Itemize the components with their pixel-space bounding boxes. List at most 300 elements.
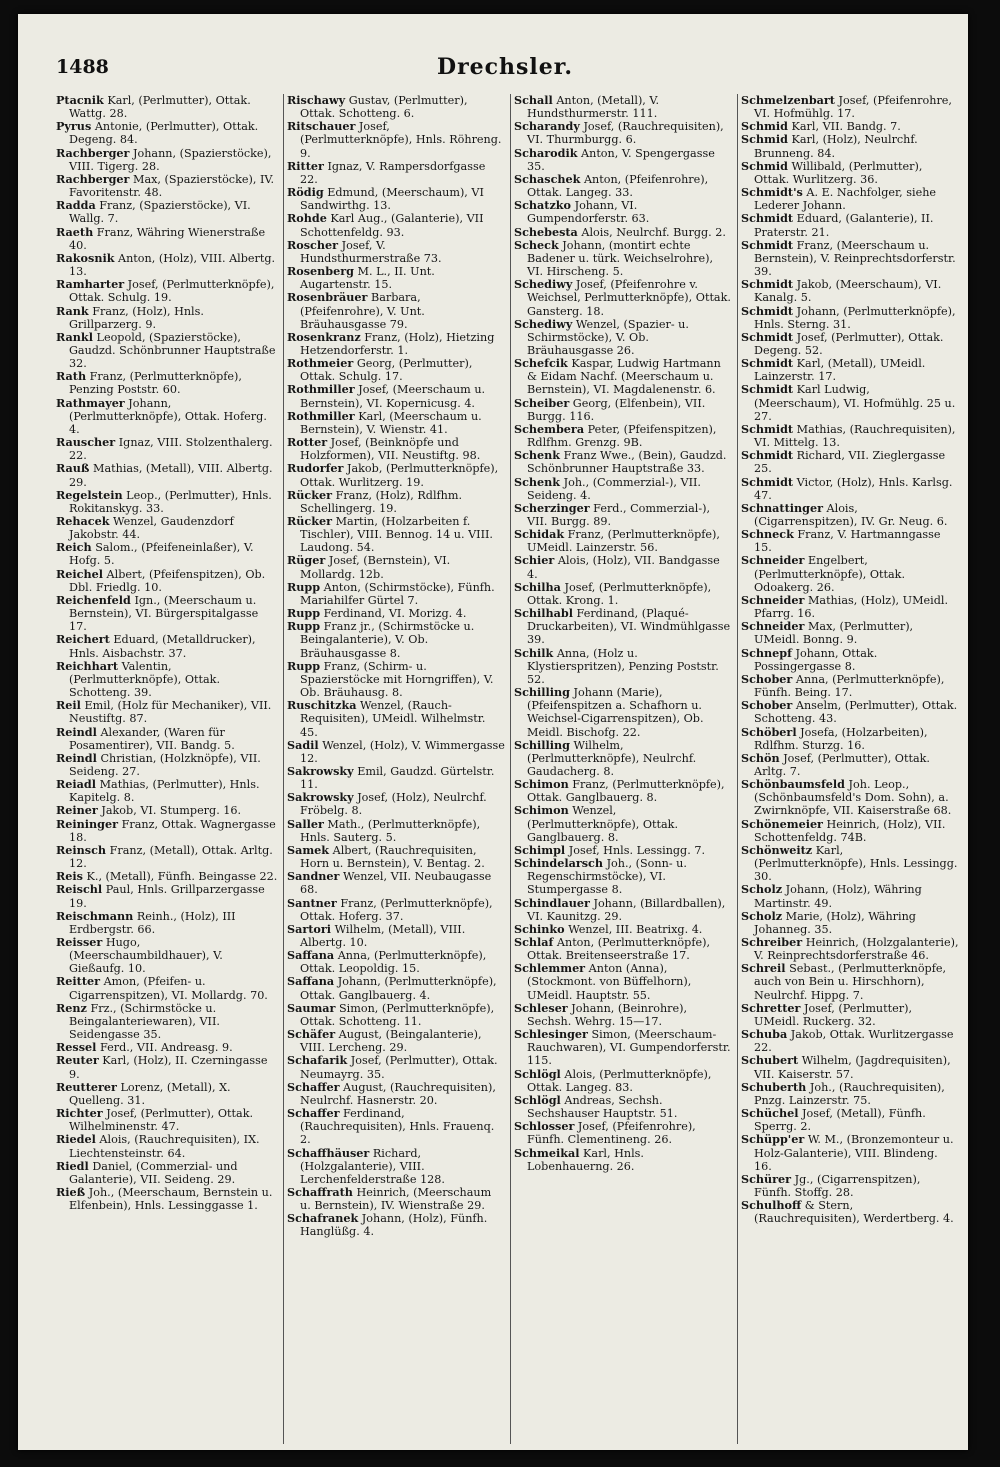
entry-details: Franz, (Metall), Ottak. Arltg. 12. <box>69 843 273 871</box>
entry-name: Rohde <box>287 211 327 226</box>
entry-name: Schenk <box>514 448 561 463</box>
entry-name: Schimpl <box>514 842 566 857</box>
entry-details: Eduard, (Galanterie), II. Praterstr. 21. <box>754 212 934 239</box>
directory-entry <box>56 1054 278 1080</box>
entry-details: Johann, (Beinrohre), Sechsh. Wehrg. 15—17. <box>527 1001 688 1028</box>
directory-entry <box>741 1054 959 1080</box>
entry-name: Schulhoff <box>741 1198 802 1213</box>
directory-columns <box>56 94 966 1444</box>
entry-details: Richard, VII. Zieglergasse 25. <box>754 449 946 476</box>
directory-entry <box>287 489 505 515</box>
entry-name: Schier <box>514 553 555 568</box>
entry-details: Karl, (Metall), UMeidl. Lainzerstr. 17. <box>754 357 926 384</box>
entry-details: Jakob, Ottak. Wurlitzergasse 22. <box>754 1028 954 1055</box>
entry-details: Georg, (Elfenbein), VII. Burgg. 116. <box>527 396 706 423</box>
directory-entry <box>514 528 732 554</box>
entry-name: Schmidt <box>741 211 794 226</box>
entry-name: Reischmann <box>56 908 134 923</box>
entry-name: Reichert <box>56 632 110 647</box>
directory-entry <box>741 449 959 475</box>
entry-details: Mathias, (Rauchrequisiten), VI. Mittelg. 13. <box>754 422 956 450</box>
directory-entry <box>287 1081 505 1107</box>
directory-entry <box>741 239 959 278</box>
entry-details: Anna, (Perlmutterknöpfe), Fünfh. Being. 17. <box>754 672 945 700</box>
directory-entry <box>741 699 959 725</box>
entry-name: Schmidt <box>741 421 794 436</box>
directory-entry <box>287 739 505 765</box>
entry-name: Saller <box>287 816 324 831</box>
entry-name: Schmidt <box>741 356 794 371</box>
directory-entry <box>56 489 278 515</box>
entry-details: Josef, Hnls. Lessingg. 7. <box>568 843 706 857</box>
entry-name: Schneider <box>741 553 805 568</box>
entry-name: Scheck <box>514 237 559 252</box>
directory-entry <box>514 173 732 199</box>
entry-name: Reiner <box>56 803 98 818</box>
entry-details: Richard, (Holzgalanterie), VIII. Lerchenfelderstraße 128. <box>300 1146 445 1186</box>
directory-entry <box>287 120 505 159</box>
entry-details: Anton, V. Spengergasse 35. <box>527 146 715 173</box>
entry-details: Josef, (Pfeifenrohre v. Weichsel, Perlmutterknöpfe), Ottak. Gansterg. 18. <box>527 278 731 318</box>
entry-name: Schilling <box>514 685 570 700</box>
entry-details: Josef, (Pfeifenrohre), Fünfh. Clementineng. 26. <box>527 1120 696 1147</box>
entry-details: Anton (Anna), (Stockmont. von Büffelhorn), UMeidl. Hauptstr. 55. <box>527 962 692 1002</box>
directory-entry <box>514 897 732 923</box>
entry-details: Joh. Leop., (Schönbaumsfeld's Dom. Sohn), a. Zwirnknöpfe, VII. Kaiserstraße 68. <box>754 778 952 818</box>
entry-name: Rieß <box>56 1184 86 1199</box>
entry-name: Riedl <box>56 1158 89 1173</box>
entry-name: Regelstein <box>56 487 123 502</box>
directory-entry <box>741 133 959 159</box>
directory-entry <box>287 410 505 436</box>
directory-entry <box>56 436 278 462</box>
entry-name: Reutterer <box>56 1079 117 1094</box>
directory-entry <box>287 94 505 120</box>
directory-entry <box>514 1002 732 1028</box>
directory-entry <box>56 1133 278 1159</box>
entry-name: Reichenfeld <box>56 592 131 607</box>
entry-name: Rauscher <box>56 435 116 450</box>
entry-details: Jg., (Cigarrenspitzen), Fünfh. Stoffg. 28. <box>754 1172 921 1199</box>
entry-name: Schmid <box>741 119 788 134</box>
entry-details: Amon, (Pfeifen- u. Cigarrenspitzen), VI. Mollardg. 70. <box>69 975 268 1002</box>
directory-entry <box>741 1173 959 1199</box>
directory-entry <box>56 910 278 936</box>
entry-details: Ign., (Meerschaum u. Bernstein), VI. Bürgerspitalgasse 17. <box>69 593 259 634</box>
entry-name: Sadil <box>287 737 319 752</box>
entry-details: Alois, (Cigarrenspitzen), IV. Gr. Neug. 6. <box>754 501 948 528</box>
entry-details: Mathias, (Perlmutter), Hnls. Kapitelg. 8. <box>69 778 260 805</box>
entry-details: Johann, (Perlmutterknöpfe), Hnls. Sterng. 31. <box>754 304 956 331</box>
entry-name: Schuberth <box>741 1079 807 1094</box>
entry-name: Schaffer <box>287 1079 340 1094</box>
directory-entry <box>741 883 959 909</box>
directory-entry <box>287 186 505 212</box>
entry-details: Franz, (Perlmutterknöpfe), Penzing Poststr. 60. <box>69 370 242 397</box>
entry-details: Wilhelm, (Perlmutterknöpfe), Neulrchf. Gaudacherg. 8. <box>527 738 697 778</box>
entry-details: Franz Wwe., (Bein), Gaudzd. Schönbrunner Hauptstraße 33. <box>527 449 727 476</box>
entry-name: Scharandy <box>514 119 580 134</box>
entry-name: Reindl <box>56 750 97 765</box>
directory-entry <box>287 331 505 357</box>
entry-name: Sakrowsky <box>287 790 354 805</box>
entry-details: Karl Ludwig, (Meerschaum), VI. Hofmühlg. 25 u. 27. <box>754 383 956 423</box>
directory-entry <box>56 515 278 541</box>
entry-details: Karl Aug., (Galanterie), VII Schottenfeldg. 93. <box>300 212 484 239</box>
entry-details: Franz, Währing Wienerstraße 40. <box>69 225 266 252</box>
directory-entry <box>287 699 505 738</box>
entry-details: Mathias, (Holz), UMeidl. Pfarrg. 16. <box>754 593 949 621</box>
entry-name: Schmidt's <box>741 185 803 200</box>
directory-entry <box>741 1028 959 1054</box>
entry-name: Schimon <box>514 777 569 792</box>
entry-details: & Stern, (Rauchrequisiten), Werdertberg. 4. <box>754 1199 954 1226</box>
directory-entry <box>56 1081 278 1107</box>
entry-name: Reininger <box>56 816 119 831</box>
entry-details: Alois, (Rauchrequisiten), IX. Liechtensteinstr. 64. <box>69 1133 260 1160</box>
entry-details: Gustav, (Perlmutter), Ottak. Schotteng. 6. <box>300 94 468 121</box>
entry-details: Alois, (Holz), VII. Bandgasse 4. <box>527 554 720 581</box>
entry-name: Ptacnik <box>56 94 104 107</box>
directory-entry <box>287 844 505 870</box>
directory-entry <box>514 120 732 146</box>
entry-details: Joh., (Sonn- u. Regenschirmstöcke), VI. Stumpergasse 8. <box>527 857 687 897</box>
entry-name: Rothmeier <box>287 356 354 371</box>
entry-details: Lorenz, (Metall), X. Quelleng. 31. <box>69 1080 231 1107</box>
entry-details: Franz, (Holz), Hietzing Hetzendorferstr. 1. <box>300 330 495 357</box>
entry-name: Schönbaumsfeld <box>741 777 845 792</box>
entry-name: Schöberl <box>741 724 797 739</box>
directory-entry <box>287 515 505 554</box>
entry-details: Heinrich, (Meerschaum u. Bernstein), IV. Wienstraße 29. <box>300 1185 492 1213</box>
directory-entry <box>514 936 732 962</box>
entry-details: Josef, (Bernstein), VI. Mollardg. 12b. <box>300 554 451 581</box>
directory-entry <box>741 726 959 752</box>
entry-name: Schilha <box>514 579 561 594</box>
directory-entry <box>741 423 959 449</box>
directory-entry <box>514 278 732 317</box>
entry-details: Joh., (Meerschaum, Bernstein u. Elfenbein), Hnls. Lessinggasse 1. <box>69 1185 273 1213</box>
entry-details: Karl, Hnls. Lobenhauerng. 26. <box>527 1146 644 1173</box>
entry-details: Eduard, (Metalldrucker), Hnls. Aisbachstr. 37. <box>69 633 256 660</box>
entry-details: Josef, (Holz), Neulrchf. Fröbelg. 8. <box>300 791 487 818</box>
entry-details: Franz, (Spazierstöcke), VI. Wallg. 7. <box>69 199 251 226</box>
entry-name: Schenk <box>514 474 561 489</box>
entry-details: Johann (Marie), (Pfeifenspitzen a. Schafhorn u. Weichsel-Cigarrenspitzen), Ob. Meidl. Bischofg. 22. <box>527 686 704 739</box>
directory-entry <box>741 1081 959 1107</box>
entry-details: Karl, (Holz), Neulrchf. Brunneng. 84. <box>754 133 918 160</box>
entry-name: Schreiber <box>741 935 803 949</box>
column-1 <box>56 94 283 1444</box>
directory-entry <box>56 844 278 870</box>
entry-details: Leopold, (Spazierstöcke), Gaudzd. Schönbrunner Hauptstraße 32. <box>69 330 276 371</box>
entry-name: Reil <box>56 698 81 713</box>
directory-entry <box>56 94 278 120</box>
directory-entry <box>56 462 278 488</box>
entry-details: Anna, (Perlmutterknöpfe), Ottak. Leopoldig. 15. <box>300 949 487 976</box>
entry-details: Jakob, (Meerschaum), VI. Kanalg. 5. <box>754 278 942 305</box>
entry-details: Ferdinand, VI. Morizg. 4. <box>323 607 467 621</box>
entry-details: Salom., (Pfeifeneinlaßer), V. Hofg. 5. <box>69 541 254 568</box>
entry-name: Ressel <box>56 1040 97 1055</box>
entry-name: Ritschauer <box>287 119 356 134</box>
directory-entry <box>287 265 505 291</box>
directory-entry <box>287 923 505 949</box>
entry-name: Schlögl <box>514 1066 561 1081</box>
directory-entry <box>741 528 959 554</box>
entry-details: Josef, (Perlmutter), Ottak. Wilhelminenstr. 47. <box>69 1107 254 1134</box>
entry-name: Schmidt <box>741 277 794 292</box>
entry-name: Sakrowsky <box>287 763 354 778</box>
entry-details: Ferd., VII. Andreasg. 9. <box>99 1041 233 1055</box>
directory-entry <box>56 278 278 304</box>
entry-details: Karl, VII. Bandg. 7. <box>791 120 901 134</box>
directory-entry <box>514 686 732 739</box>
entry-details: Josef, (Perlmutterknöpfe), Ottak. Krong. 1. <box>527 580 712 607</box>
directory-entry <box>56 752 278 778</box>
directory-entry <box>56 568 278 594</box>
directory-entry <box>56 778 278 804</box>
entry-details: Josef, (Metall), Fünfh. Sperrg. 2. <box>754 1107 926 1134</box>
entry-name: Reuter <box>56 1053 99 1068</box>
entry-details: Josef, (Perlmutterknöpfe), Ottak. Schulg. 19. <box>69 278 275 305</box>
entry-name: Schönemeier <box>741 816 823 831</box>
directory-entry <box>287 462 505 488</box>
directory-entry <box>741 594 959 620</box>
entry-details: Paul, Hnls. Grillparzergasse 19. <box>69 883 265 910</box>
entry-details: Albert, (Rauchrequisiten, Horn u. Bernstein), V. Bentag. 2. <box>300 843 485 871</box>
directory-entry <box>514 502 732 528</box>
entry-details: K., (Metall), Fünfh. Beingasse 22. <box>86 870 278 884</box>
entry-name: Richter <box>56 1106 103 1121</box>
directory-entry <box>56 331 278 370</box>
entry-name: Schaffhäuser <box>287 1145 370 1160</box>
directory-entry <box>287 870 505 896</box>
entry-name: Rachberger <box>56 145 130 160</box>
entry-name: Schlemmer <box>514 961 586 976</box>
entry-details: M. L., II. Unt. Augartenstr. 15. <box>300 265 435 292</box>
directory-entry <box>56 975 278 1001</box>
entry-name: Reischl <box>56 882 103 897</box>
directory-entry <box>514 318 732 357</box>
entry-name: Scholz <box>741 882 783 897</box>
entry-details: Jakob, VI. Stumperg. 16. <box>101 804 242 818</box>
entry-name: Schneider <box>741 592 805 607</box>
entry-details: Ignaz, VIII. Stolzenthalerg. 22. <box>69 436 273 463</box>
entry-details: Wenzel, (Spazier- u. Schirmstöcke), V. Ob. Bräuhausgasse 26. <box>527 317 689 357</box>
directory-entry <box>741 1133 959 1172</box>
directory-entry <box>56 699 278 725</box>
directory-entry <box>287 1054 505 1080</box>
directory-entry <box>287 949 505 975</box>
entry-name: Reiadl <box>56 777 96 792</box>
entry-details: Reinh., (Holz), III Erdbergstr. 66. <box>69 909 236 936</box>
entry-name: Schlosser <box>514 1119 575 1134</box>
directory-entry <box>741 502 959 528</box>
entry-details: Antonie, (Perlmutter), Ottak. Degeng. 84. <box>69 120 259 147</box>
entry-name: Schleser <box>514 1000 568 1015</box>
directory-entry <box>287 620 505 659</box>
entry-details: Johann, VI. Gumpendorferstr. 63. <box>527 199 650 226</box>
entry-name: Radda <box>56 198 96 213</box>
entry-name: Ritter <box>287 158 324 173</box>
entry-name: Rosenbräuer <box>287 290 368 305</box>
entry-details: Josefa, (Holzarbeiten), Rdlfhm. Sturzg. 16. <box>754 725 928 752</box>
entry-name: Schinko <box>514 921 565 936</box>
directory-entry <box>741 160 959 186</box>
page-number: 1488 <box>56 56 109 78</box>
entry-details: Wenzel, (Rauch-Requisiten), UMeidl. Wilhelmstr. 45. <box>300 699 486 739</box>
directory-entry <box>741 357 959 383</box>
directory-entry <box>287 383 505 409</box>
directory-entry <box>56 1186 278 1212</box>
entry-name: Reindl <box>56 724 97 739</box>
entry-details: Valentin, (Perlmutterknöpfe), Ottak. Schotteng. 39. <box>69 659 220 700</box>
directory-entry <box>741 331 959 357</box>
directory-entry <box>741 1002 959 1028</box>
entry-name: Schediwy <box>514 316 573 331</box>
entry-name: Schmidt <box>741 474 794 489</box>
directory-entry <box>741 844 959 883</box>
entry-name: Schmidt <box>741 303 794 318</box>
entry-name: Rath <box>56 369 87 384</box>
entry-name: Ramharter <box>56 277 125 292</box>
entry-details: Alois, (Perlmutterknöpfe), Ottak. Langeg. 83. <box>527 1067 712 1094</box>
directory-entry <box>514 147 732 173</box>
entry-details: Wenzel, (Perlmutterknöpfe), Ottak. Ganglbauerg. 8. <box>527 804 678 844</box>
entry-details: Wenzel, Gaudenzdorf Jakobstr. 44. <box>69 515 234 542</box>
directory-entry <box>514 1028 732 1067</box>
entry-details: Anselm, (Perlmutter), Ottak. Schotteng. 43. <box>754 699 958 726</box>
directory-entry <box>741 1199 959 1225</box>
entry-name: Schediwy <box>514 277 573 292</box>
entry-details: Heinrich, (Holzgalanterie), V. Reinprechtsdorferstraße 46. <box>754 936 959 963</box>
entry-details: Josef, V. Hundsthurmerstraße 73. <box>300 238 442 265</box>
directory-entry <box>56 147 278 173</box>
entry-details: Joh., (Rauchrequisiten), Pnzg. Lainzerstr. 75. <box>754 1080 945 1107</box>
directory-entry <box>56 173 278 199</box>
entry-details: Franz, (Holz), Hnls. Grillparzerg. 9. <box>69 304 204 331</box>
directory-entry <box>514 476 732 502</box>
entry-name: Rauß <box>56 461 90 476</box>
entry-name: Schilling <box>514 737 570 752</box>
entry-name: Saumar <box>287 1000 336 1015</box>
directory-entry <box>287 212 505 238</box>
directory-entry <box>514 804 732 843</box>
entry-name: Riedel <box>56 1132 96 1147</box>
entry-name: Schembera <box>514 421 585 436</box>
entry-details: Kaspar, Ludwig Hartmann & Eidam Nachf. (Meerschaum u. Bernstein), VI. Magdalenenstr. 6. <box>527 357 721 397</box>
entry-name: Schindelarsch <box>514 856 603 871</box>
entry-name: Schmeikal <box>514 1145 580 1160</box>
directory-entry <box>287 357 505 383</box>
entry-details: Johann, (montirt echte Badener u. türk. Weichselrohre), VI. Hirscheng. 5. <box>527 238 714 279</box>
directory-entry <box>287 897 505 923</box>
entry-name: Schefcik <box>514 356 568 371</box>
entry-details: Marie, (Holz), Währing Johanneg. 35. <box>754 909 916 936</box>
entry-name: Schmidt <box>741 329 794 344</box>
entry-details: Ignaz, V. Rampersdorfgasse 22. <box>300 159 486 186</box>
directory-entry <box>56 120 278 146</box>
entry-name: Schmidt <box>741 382 794 397</box>
entry-name: Rathmayer <box>56 395 125 410</box>
entry-name: Schönweitz <box>741 842 813 857</box>
directory-entry <box>287 1212 505 1238</box>
directory-entry <box>287 1002 505 1028</box>
entry-name: Schaffrath <box>287 1184 353 1199</box>
entry-details: Jakob, (Perlmutterknöpfe), Ottak. Wurlitzerg. 19. <box>300 462 499 489</box>
entry-name: Reis <box>56 869 83 884</box>
directory-entry <box>56 397 278 436</box>
entry-name: Rüger <box>287 553 326 568</box>
entry-details: Martin, (Holzarbeiten f. Tischler), VIII. Bennog. 14 u. VIII. Laudong. 54. <box>300 515 493 555</box>
entry-name: Schnattinger <box>741 500 823 515</box>
entry-name: Schreil <box>741 961 786 976</box>
entry-details: Wilhelm, (Jagdrequisiten), VII. Kaiserstr. 57. <box>754 1054 951 1081</box>
entry-details: Wenzel, III. Beatrixg. 4. <box>568 922 703 936</box>
directory-entry <box>741 305 959 331</box>
directory-entry <box>287 818 505 844</box>
directory-entry <box>741 383 959 422</box>
directory-entry <box>56 726 278 752</box>
entry-name: Schubert <box>741 1053 799 1068</box>
entry-name: Schlögl <box>514 1092 561 1107</box>
entry-details: Max, (Perlmutter), UMeidl. Bonng. 9. <box>754 620 914 647</box>
entry-details: Josef, (Meerschaum u. Bernstein), VI. Kopernicusg. 4. <box>300 383 486 410</box>
entry-name: Saffana <box>287 974 335 989</box>
directory-entry <box>56 660 278 699</box>
directory-entry <box>741 278 959 304</box>
directory-entry <box>56 1107 278 1133</box>
entry-name: Rosenberg <box>287 264 354 279</box>
entry-details: Anton, (Metall), V. Hundsthurmerstr. 111. <box>527 94 660 121</box>
entry-name: Schneck <box>741 527 794 542</box>
entry-name: Schlesinger <box>514 1027 588 1042</box>
directory-entry <box>287 291 505 330</box>
entry-details: Sebast., (Perlmutterknöpfe, auch von Bein u. Hirschhorn), Neulrchf. Hippg. 7. <box>754 962 947 1002</box>
entry-details: Josef, (Perlmutter), Ottak. Degeng. 52. <box>754 330 944 357</box>
entry-name: Reinsch <box>56 842 107 857</box>
directory-entry <box>741 647 959 673</box>
directory-page <box>18 14 968 1450</box>
entry-details: Christian, (Holzknöpfe), VII. Seideng. 27. <box>69 751 261 778</box>
entry-details: Albert, (Pfeifenspitzen), Ob. Dbl. Friedlg. 10. <box>69 567 266 594</box>
entry-name: Schober <box>741 698 793 713</box>
entry-name: Schuba <box>741 1027 788 1042</box>
entry-name: Schober <box>741 671 793 686</box>
entry-details: Hugo, (Meerschaumbildhauer), V. Gießaufg. 10. <box>69 936 223 976</box>
entry-details: Johann, (Perlmutterknöpfe), Ottak. Hoferg. 4. <box>69 396 267 436</box>
entry-details: Franz, (Meerschaum u. Bernstein), V. Reinprechtsdorferstr. 39. <box>754 238 956 279</box>
entry-details: Johann, Ottak. Possingergasse 8. <box>754 646 878 673</box>
directory-entry <box>514 962 732 1001</box>
entry-name: Schüpp'er <box>741 1132 805 1147</box>
entry-details: Josef, (Perlmutter), Ottak. Arltg. 7. <box>754 751 930 778</box>
entry-details: Max, (Spazierstöcke), IV. Favoritenstr. 48. <box>69 172 275 200</box>
entry-details: Johann, (Perlmutterknöpfe), Ottak. Ganglbauerg. 4. <box>300 975 497 1002</box>
entry-details: Ferdinand, (Plaqué-Druckarbeiten), VI. Windmühlgasse 39. <box>527 607 731 647</box>
directory-entry <box>741 212 959 238</box>
entry-details: Josef, (Perlmutter), Ottak. Neumayrg. 35. <box>300 1054 498 1081</box>
entry-name: Rothmiller <box>287 408 355 423</box>
directory-entry <box>514 607 732 646</box>
entry-name: Schafranek <box>287 1211 359 1226</box>
entry-details: Johann, (Holz), Währing Martinstr. 49. <box>754 883 922 910</box>
directory-entry <box>56 633 278 659</box>
entry-details: Heinrich, (Holz), VII. Schottenfeldg. 74B. <box>754 817 946 844</box>
directory-entry <box>287 160 505 186</box>
entry-details: Franz, (Holz), Rdlfhm. Schellingerg. 19. <box>300 488 463 515</box>
